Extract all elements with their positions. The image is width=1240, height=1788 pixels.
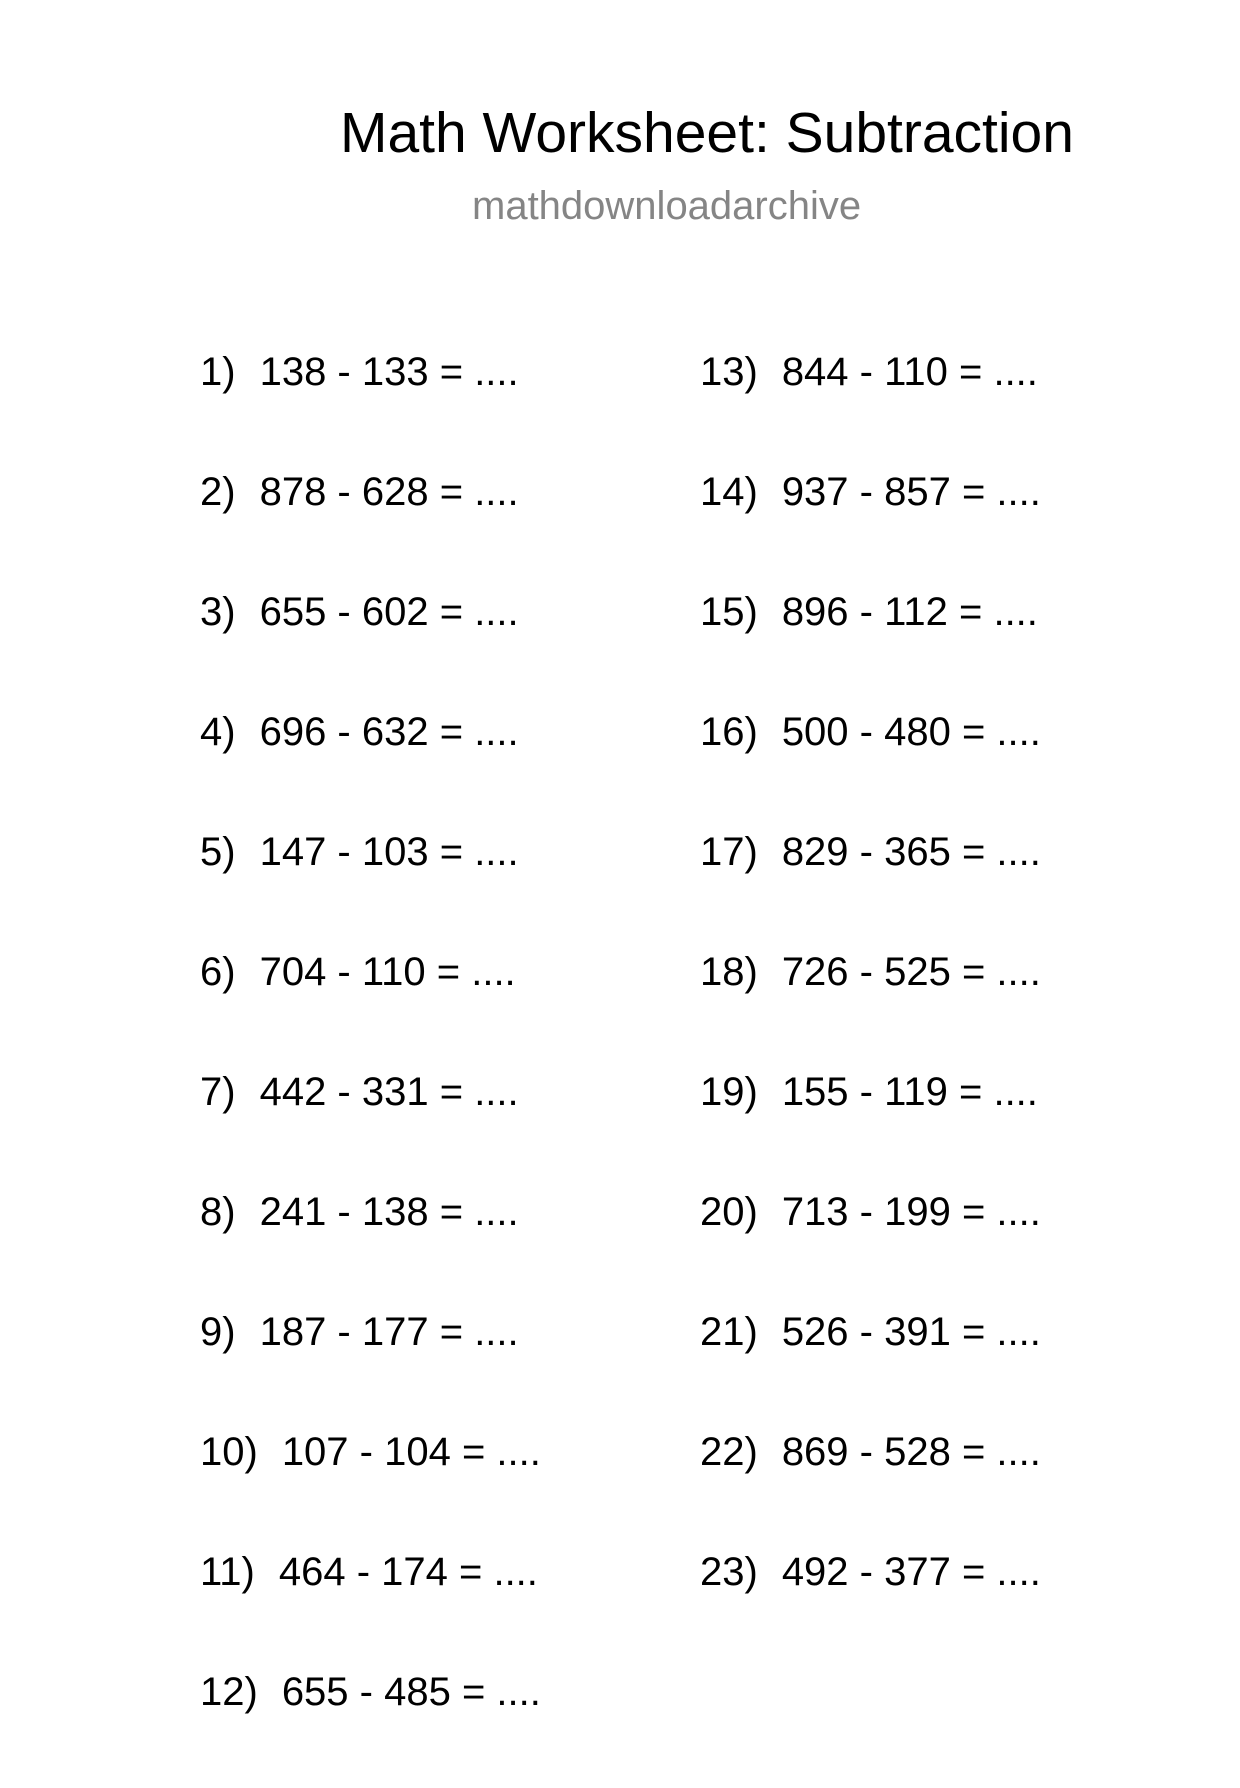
problem-number: 8) <box>200 1190 236 1234</box>
problem-expression: 526 - 391 = .... <box>781 1310 1041 1354</box>
problem-expression: 500 - 480 = .... <box>781 710 1041 754</box>
problem-expression: 147 - 103 = .... <box>259 830 519 874</box>
problem-13 <box>700 348 1041 468</box>
problem-number: 12) <box>200 1670 258 1714</box>
problem-expression: 241 - 138 = .... <box>259 1190 519 1234</box>
problem-expression: 869 - 528 = .... <box>781 1430 1041 1474</box>
problem-expression: 655 - 485 = .... <box>281 1670 541 1714</box>
problem-8 <box>200 1188 541 1308</box>
problem-expression: 829 - 365 = .... <box>781 830 1041 874</box>
problem-expression: 704 - 110 = .... <box>259 950 516 994</box>
problem-expression: 896 - 112 = .... <box>781 590 1038 634</box>
problem-number: 10) <box>200 1430 258 1474</box>
problem-16 <box>700 708 1041 828</box>
problem-expression: 713 - 199 = .... <box>781 1190 1041 1234</box>
problem-20 <box>700 1188 1041 1308</box>
problem-expression: 138 - 133 = .... <box>259 350 519 394</box>
problem-number: 21) <box>700 1310 758 1354</box>
problem-number: 5) <box>200 830 236 874</box>
problem-21 <box>700 1308 1041 1428</box>
problem-number: 11) <box>200 1550 255 1594</box>
problem-22 <box>700 1428 1041 1548</box>
problem-3 <box>200 588 541 708</box>
problem-10 <box>200 1428 541 1548</box>
problem-number: 18) <box>700 950 758 994</box>
problem-number: 6) <box>200 950 236 994</box>
problem-5 <box>200 828 541 948</box>
problem-23 <box>700 1548 1041 1668</box>
problem-17 <box>700 828 1041 948</box>
problem-number: 4) <box>200 710 236 754</box>
problem-11 <box>200 1548 541 1668</box>
problem-number: 16) <box>700 710 758 754</box>
problem-number: 9) <box>200 1310 236 1354</box>
problem-expression: 464 - 174 = .... <box>278 1550 538 1594</box>
problem-expression: 492 - 377 = .... <box>781 1550 1041 1594</box>
problem-12 <box>200 1668 541 1788</box>
problem-6 <box>200 948 541 1068</box>
problem-number: 7) <box>200 1070 236 1114</box>
problem-2 <box>200 468 541 588</box>
problem-list-right <box>700 348 1041 1668</box>
problem-number: 15) <box>700 590 758 634</box>
problem-expression: 187 - 177 = .... <box>259 1310 519 1354</box>
problem-expression: 155 - 119 = .... <box>781 1070 1038 1114</box>
problem-7 <box>200 1068 541 1188</box>
problem-14 <box>700 468 1041 588</box>
page-subtitle: mathdownloadarchive <box>472 184 862 228</box>
problem-expression: 442 - 331 = .... <box>259 1070 519 1114</box>
problem-expression: 107 - 104 = .... <box>281 1430 541 1474</box>
problem-expression: 878 - 628 = .... <box>259 470 519 514</box>
problem-number: 19) <box>700 1070 758 1114</box>
problem-expression: 655 - 602 = .... <box>259 590 519 634</box>
problem-1 <box>200 348 541 468</box>
problem-expression: 696 - 632 = .... <box>259 710 519 754</box>
problem-9 <box>200 1308 541 1428</box>
problem-4 <box>200 708 541 828</box>
problem-list-left <box>200 348 541 1788</box>
problem-expression: 937 - 857 = .... <box>781 470 1041 514</box>
problem-expression: 844 - 110 = .... <box>781 350 1038 394</box>
problem-number: 17) <box>700 830 758 874</box>
problem-expression: 726 - 525 = .... <box>781 950 1041 994</box>
page-title: Math Worksheet: Subtraction <box>340 101 1074 165</box>
problem-number: 20) <box>700 1190 758 1234</box>
problem-number: 14) <box>700 470 758 514</box>
problem-number: 22) <box>700 1430 758 1474</box>
problem-number: 1) <box>200 350 236 394</box>
problem-number: 23) <box>700 1550 758 1594</box>
problem-18 <box>700 948 1041 1068</box>
problem-number: 2) <box>200 470 236 514</box>
problem-15 <box>700 588 1041 708</box>
problem-number: 13) <box>700 350 758 394</box>
problem-19 <box>700 1068 1041 1188</box>
problem-number: 3) <box>200 590 236 634</box>
